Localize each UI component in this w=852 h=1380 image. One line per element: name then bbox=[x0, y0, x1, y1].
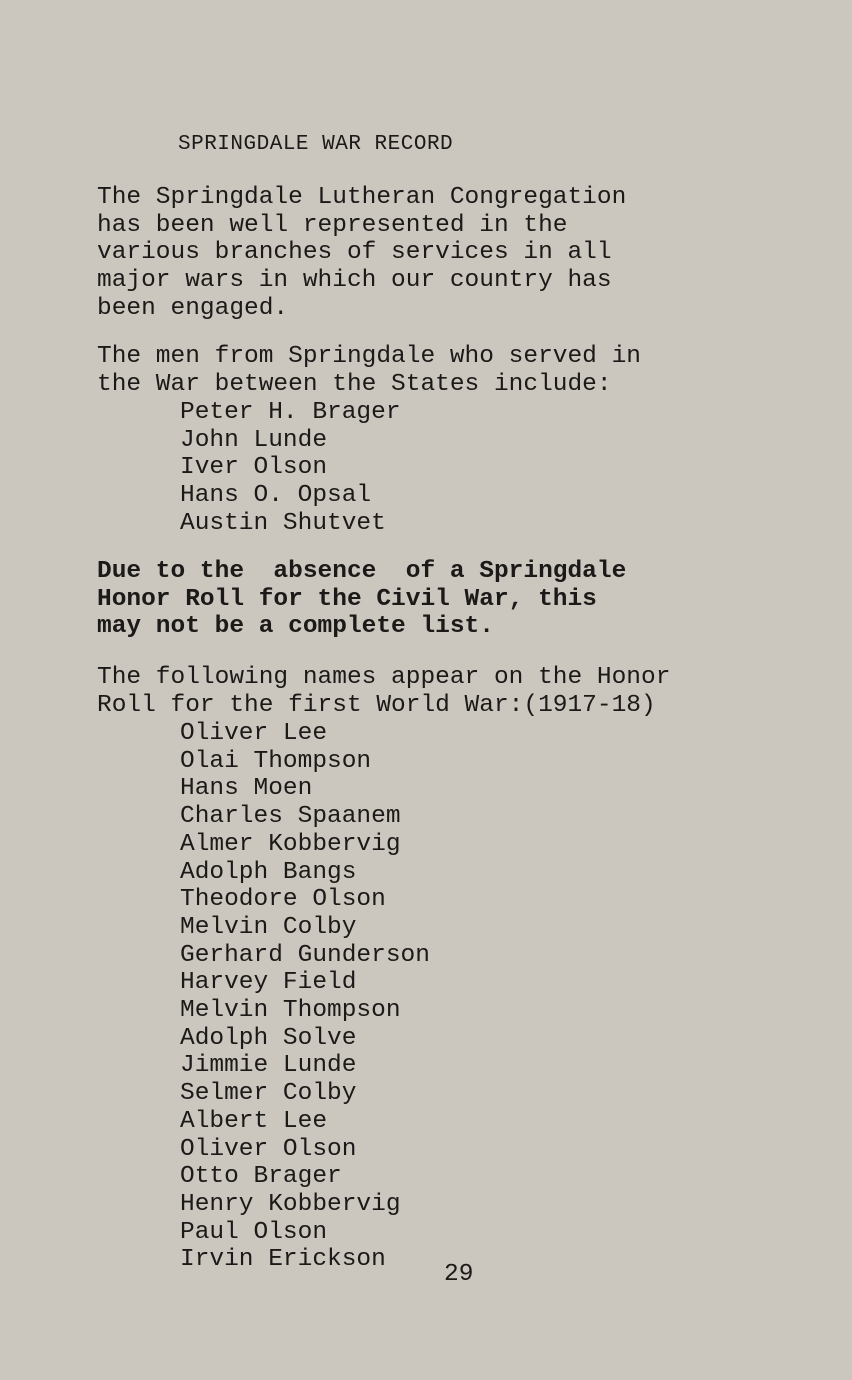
list-item: Irvin Erickson bbox=[180, 1246, 386, 1274]
civil-war-note-line: Due to the absence of a Springdale bbox=[97, 558, 627, 585]
list-item: Albert Lee bbox=[180, 1107, 328, 1135]
intro-line: been engaged. bbox=[97, 294, 289, 322]
intro-line: The Springdale Lutheran Congregation bbox=[97, 184, 627, 211]
list-item: Iver Olson bbox=[180, 454, 328, 482]
list-item: Harvey Field bbox=[180, 969, 357, 997]
list-item: Henry Kobbervig bbox=[180, 1190, 401, 1218]
list-item: Melvin Colby bbox=[180, 913, 357, 941]
civil-war-note-line: may not be a complete list. bbox=[97, 613, 494, 641]
page-title: SPRINGDALE WAR RECORD bbox=[178, 133, 454, 156]
ww1-intro-line: The following names appear on the Honor bbox=[97, 664, 671, 691]
intro-paragraph bbox=[97, 184, 626, 323]
intro-line: various branches of services in all bbox=[97, 239, 612, 267]
list-item: Peter H. Brager bbox=[180, 399, 401, 426]
list-item: Selmer Colby bbox=[180, 1080, 357, 1108]
intro-line: major wars in which our country has bbox=[97, 267, 612, 295]
list-item: Paul Olson bbox=[180, 1218, 328, 1246]
intro-line: has been well represented in the bbox=[97, 211, 568, 239]
list-item: Oliver Olson bbox=[180, 1135, 357, 1163]
list-item: Hans Moen bbox=[180, 775, 313, 803]
list-item: Austin Shutvet bbox=[180, 509, 386, 537]
ww1-intro bbox=[97, 664, 670, 719]
list-item: Adolph Solve bbox=[180, 1024, 357, 1052]
list-item: Oliver Lee bbox=[180, 720, 328, 747]
list-item: Adolph Bangs bbox=[180, 858, 357, 886]
page-number: 29 bbox=[444, 1261, 474, 1288]
civil-war-intro bbox=[97, 343, 641, 398]
civil-war-note bbox=[97, 558, 626, 641]
list-item: Theodore Olson bbox=[180, 886, 386, 914]
list-item: Gerhard Gunderson bbox=[180, 941, 430, 969]
ww1-intro-line: Roll for the first World War:(1917-18) bbox=[97, 691, 656, 719]
ww1-names-list bbox=[180, 720, 430, 1274]
list-item: Jimmie Lunde bbox=[180, 1052, 357, 1080]
list-item: Charles Spaanem bbox=[180, 803, 401, 831]
civil-war-intro-line: the War between the States include: bbox=[97, 370, 612, 398]
civil-war-note-line: Honor Roll for the Civil War, this bbox=[97, 585, 597, 613]
list-item: Olai Thompson bbox=[180, 747, 372, 775]
civil-war-names-list bbox=[180, 399, 401, 538]
civil-war-intro-line: The men from Springdale who served in bbox=[97, 343, 641, 370]
list-item: Hans O. Opsal bbox=[180, 482, 372, 510]
list-item: John Lunde bbox=[180, 426, 328, 454]
list-item: Otto Brager bbox=[180, 1163, 342, 1191]
list-item: Almer Kobbervig bbox=[180, 830, 401, 858]
list-item: Melvin Thompson bbox=[180, 997, 401, 1025]
